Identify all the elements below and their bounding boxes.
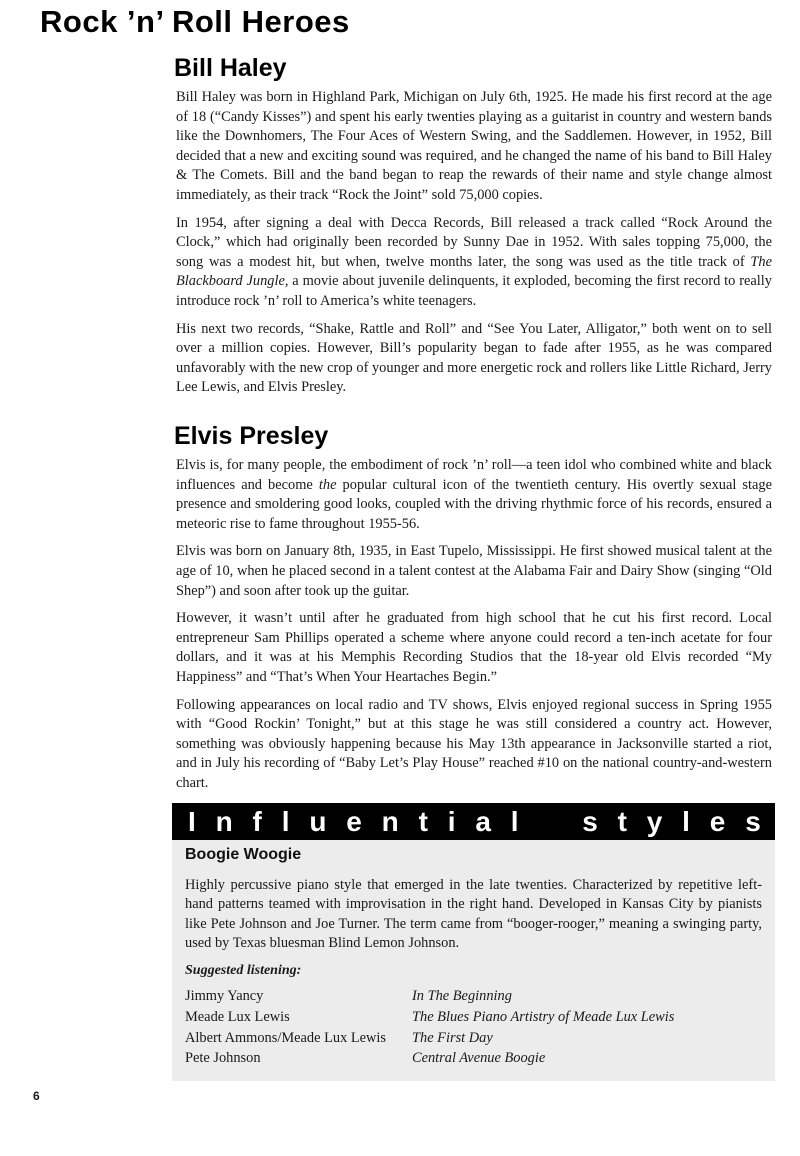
influential-styles-box	[172, 803, 775, 1081]
page-number: 6	[33, 1089, 40, 1103]
paragraph: His next two records, “Shake, Rattle and Roll” and “See You Later, Alligator,” both went on to sell over a million copies. However, Bill’s popularity began to fade after 1955, as he was compared unfavorably with the new crop of younger and more energetic rock and rollers like Little Richard, Jerry Lee Lewis, and Elvis Presley.	[176, 320, 772, 396]
banner-letter: t	[418, 806, 428, 837]
banner-letter: l	[682, 806, 690, 837]
banner-letter: e	[709, 806, 726, 837]
album-title: The Blues Piano Artistry of Meade Lux Lewis	[412, 1008, 675, 1025]
banner-letter: t	[617, 806, 627, 837]
banner-letter: e	[346, 806, 362, 837]
listening-row	[185, 1048, 674, 1069]
style-description: Highly percussive piano style that emerged in the late twenties. Characterized by repetitive left-hand patterns teamed with improvisation in the right hand. Developed in Kansas City by pianists like Pete Johnson and Joe Turner. The term came from “booger-rooger,” meaning a swinging party, used by Texas bluesman Blind Lemon Johnson.	[185, 877, 762, 952]
paragraph: Elvis was born on January 8th, 1935, in East Tupelo, Mississippi. He first showed musical talent at the age of 10, when he placed second in a talent contest at the Alabama Fair and Dairy Show (singing “Old Shep”) and soon after took up the guitar.	[176, 543, 772, 599]
banner-letter: a	[475, 806, 491, 837]
section-heading: Bill Haley	[174, 54, 287, 82]
banner-letter: y	[646, 806, 663, 837]
artist-name: Jimmy Yancy	[185, 988, 264, 1004]
artist-name: Pete Johnson	[185, 1050, 261, 1067]
banner-letter: l	[281, 806, 290, 837]
emphasis-word: the	[318, 476, 337, 493]
paragraph: Following appearances on local radio and TV shows, Elvis enjoyed regional success in Spring 1955 with “Good Rockin’ Tonight,” but at this stage he was still considered a country act. However, something was obviously happening because his May 13th appearance in Jacksonville started a riot, and in July his recording of “Baby Let’s Play House” reached #10 on the national country-and-western chart.	[176, 696, 772, 791]
album-title: In The Beginning	[412, 988, 512, 1004]
influential-styles-banner	[172, 803, 775, 840]
banner-letter: n	[215, 806, 233, 837]
suggested-listening-table	[185, 986, 674, 1069]
suggested-listening-label: Suggested listening:	[185, 963, 302, 978]
listening-row	[185, 1028, 674, 1049]
album-title: Central Avenue Boogie	[412, 1050, 546, 1067]
section-heading: Elvis Presley	[174, 422, 329, 450]
artist-name: Albert Ammons/Meade Lux Lewis	[185, 1029, 387, 1046]
banner-letter: i	[447, 806, 456, 837]
listening-row	[185, 986, 674, 1007]
banner-letter: f	[252, 806, 262, 837]
paragraph: However, it wasn’t until after he graduated from high school that he cut his first record. Local entrepreneur Sam Phillips operated a scheme where anyone could record a ten-inch acetate for four dollars, and it was at his Memphis Recording Studios that the 18-year old Elvis recorded “My Happiness” and “That’s When Your Heartaches Begin.”	[176, 610, 772, 685]
banner-letter: l	[510, 806, 519, 837]
style-heading: Boogie Woogie	[185, 846, 302, 863]
paragraph: Elvis is, for many people, the embodiment of rock ’n’ roll—a teen idol who combined white and black influences and become the popular cultural icon of the twentieth century. His overtly sexual stage presence and smoldering good looks, coupled with the driving rhythmic force of his records, ensured a meteoric rise to fame throughout 1955-56.	[176, 457, 772, 532]
banner-letter: s	[582, 806, 598, 837]
page-title: Rock ’n’ Roll Heroes	[40, 4, 350, 39]
listening-row	[185, 1007, 674, 1028]
elvis-presley-section	[176, 420, 772, 802]
album-title: The First Day	[412, 1029, 493, 1046]
paragraph: In 1954, after signing a deal with Decca Records, Bill released a track called “Rock Around the Clock,” which had originally been recorded by Sunny Dae in 1952. With sales topping 75,000, the song was a modest hit, but when, twelve months later, the song was used as the title track of The Blackboard Jungle, a movie about juvenile delinquents, it exploded, becoming the first record to really introduce rock ’n’ roll to America’s white teenagers.	[176, 214, 772, 309]
banner-letter: n	[381, 806, 399, 837]
banner-letter: I	[188, 806, 196, 837]
film-title: The Blackboard Jungle,	[176, 253, 772, 290]
paragraph: Bill Haley was born in Highland Park, Michigan on July 6th, 1925. He made his first record at the age of 18 (“Candy Kisses”) and spent his early twenties playing as a guitarist in country and western bands like the Downhomers, The Four Aces of Western Swing, and the Saddlemen. However, in 1952, Bill decided that a new and exciting sound was required, and he changed the name of his band to Bill Haley & The Comets. Bill and the band began to reap the rewards of their name and style change almost immediately, as their track “Rock the Joint” sold 75,000 copies.	[176, 89, 772, 203]
bill-haley-section	[176, 52, 772, 406]
banner-letter: u	[309, 806, 327, 837]
banner-letter: s	[745, 806, 761, 837]
artist-name: Meade Lux Lewis	[185, 1008, 290, 1025]
